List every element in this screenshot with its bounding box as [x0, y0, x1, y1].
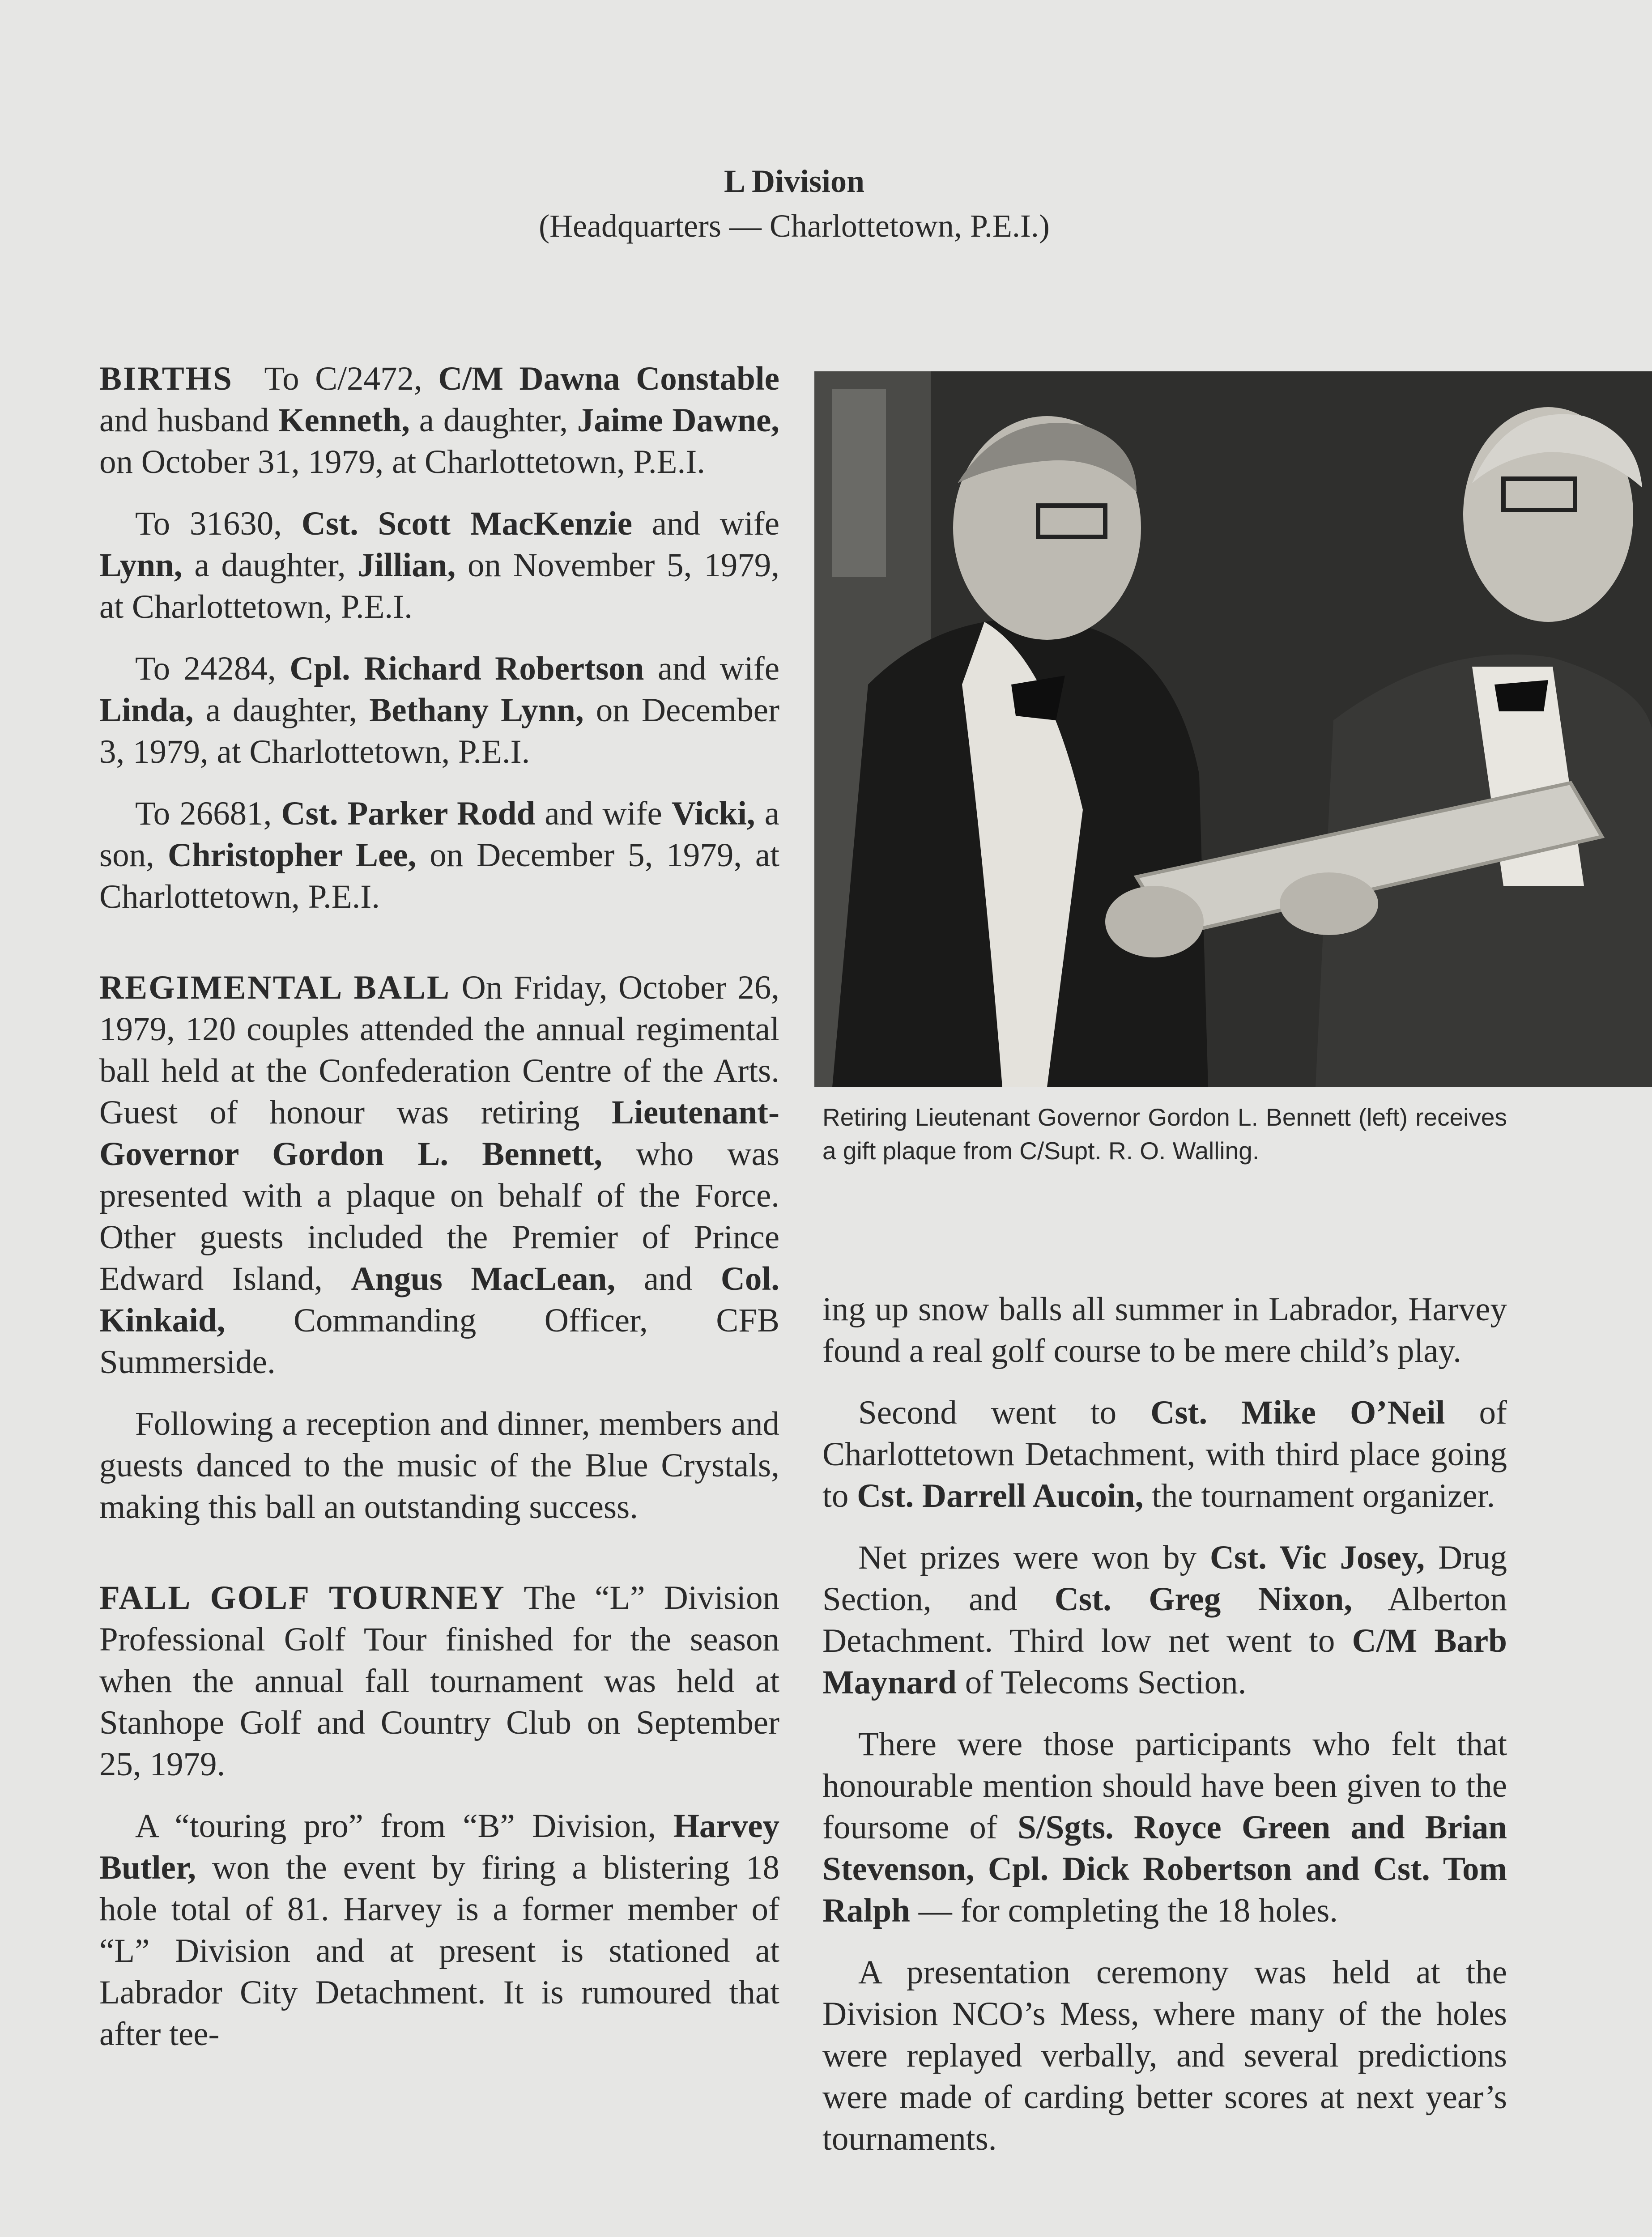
division-title: L Division	[724, 163, 865, 199]
photo-plaque-presentation	[814, 371, 1652, 1087]
golf-paragraph-5: There were those participants who felt that honourable mention should have been given to the foursome of S/Sgts. Royce Green and Brian Stevenson, Cpl. Dick Robertson and Cst. Tom Ralph — for completing the 18 holes.	[822, 1726, 1507, 1929]
ball-paragraph-1: REGIMENTAL BALL On Friday, October 26, 1979, 120 couples attended the annual regimental ball held at the Confederation Centre of the Arts. Guest of honour was retiring Lieutenant-Governor Gordon L. Bennett, who was presented with a plaque on behalf of the Force. Other guests included the Premier of Prince Edward Island, Angus MacLean, and Col. Kinkaid, Commanding Officer, CFB Summerside.	[99, 969, 780, 1381]
division-subtitle: (Headquarters — Charlottetown, P.E.I.)	[539, 208, 1050, 244]
births-heading: BIRTHS	[99, 360, 233, 397]
right-column	[822, 1289, 1507, 2180]
births-paragraph-4: To 26681, Cst. Parker Rodd and wife Vicki, a son, Christopher Lee, on December 5, 1979, at Charlottetown, P.E.I.	[99, 795, 779, 915]
photo-caption: Retiring Lieutenant Governor Gordon L. Bennett (left) receives a gift plaque from C/Supt. R. O. Walling.	[822, 1103, 1507, 1165]
births-paragraph-3: To 24284, Cpl. Richard Robertson and wife Linda, a daughter, Bethany Lynn, on December 3, 1979, at Charlottetown, P.E.I.	[99, 650, 779, 770]
births-paragraph-1: BIRTHS To C/2472, C/M Dawna Constable and husband Kenneth, a daughter, Jaime Dawne, on October 31, 1979, at Charlottetown, P.E.I.	[99, 360, 779, 481]
golf-paragraph-3: Second went to Cst. Mike O’Neil of Charlottetown Detachment, with third place going to Cst. Darrell Aucoin, the tournament organizer.	[822, 1394, 1507, 1514]
golf-paragraph-2-continued: ing up snow balls all summer in Labrador, Harvey found a real golf course to be mere child’s play.	[822, 1291, 1507, 1369]
golf-paragraph-2: A “touring pro” from “B” Division, Harvey Butler, won the event by firing a blistering 18 hole total of 81. Harvey is a former member of “L” Division and at present is stationed at Labrador City Detachment. It is rumoured that after tee-	[99, 1807, 779, 2053]
births-paragraph-2: To 31630, Cst. Scott MacKenzie and wife Lynn, a daughter, Jillian, on November 5, 1979, at Charlottetown, P.E.I.	[99, 505, 780, 625]
section-heading	[358, 159, 1230, 248]
golf-paragraph-6: A presentation ceremony was held at the Division NCO’s Mess, where many of the holes were replayed verbally, and several predictions were made of carding better scores at next year’s tournaments.	[822, 1954, 1507, 2157]
ball-heading: REGIMENTAL BALL	[99, 969, 451, 1006]
golf-paragraph-4: Net prizes were won by Cst. Vic Josey, Drug Section, and Cst. Greg Nixon, Alberton Detachment. Third low net went to C/M Barb Maynard of Telecoms Section.	[822, 1539, 1507, 1701]
golf-heading: FALL GOLF TOURNEY	[99, 1579, 506, 1616]
photo-illustration	[814, 371, 1652, 1087]
left-column	[99, 358, 779, 2075]
ball-paragraph-2: Following a reception and dinner, members and guests danced to the music of the Blue Crystals, making this ball an outstanding success.	[99, 1405, 779, 1526]
golf-paragraph-1: FALL GOLF TOURNEY The “L” Division Professional Golf Tour finished for the season when the annual fall tournament was held at Stanhope Golf and Country Club on September 25, 1979.	[99, 1579, 779, 1783]
